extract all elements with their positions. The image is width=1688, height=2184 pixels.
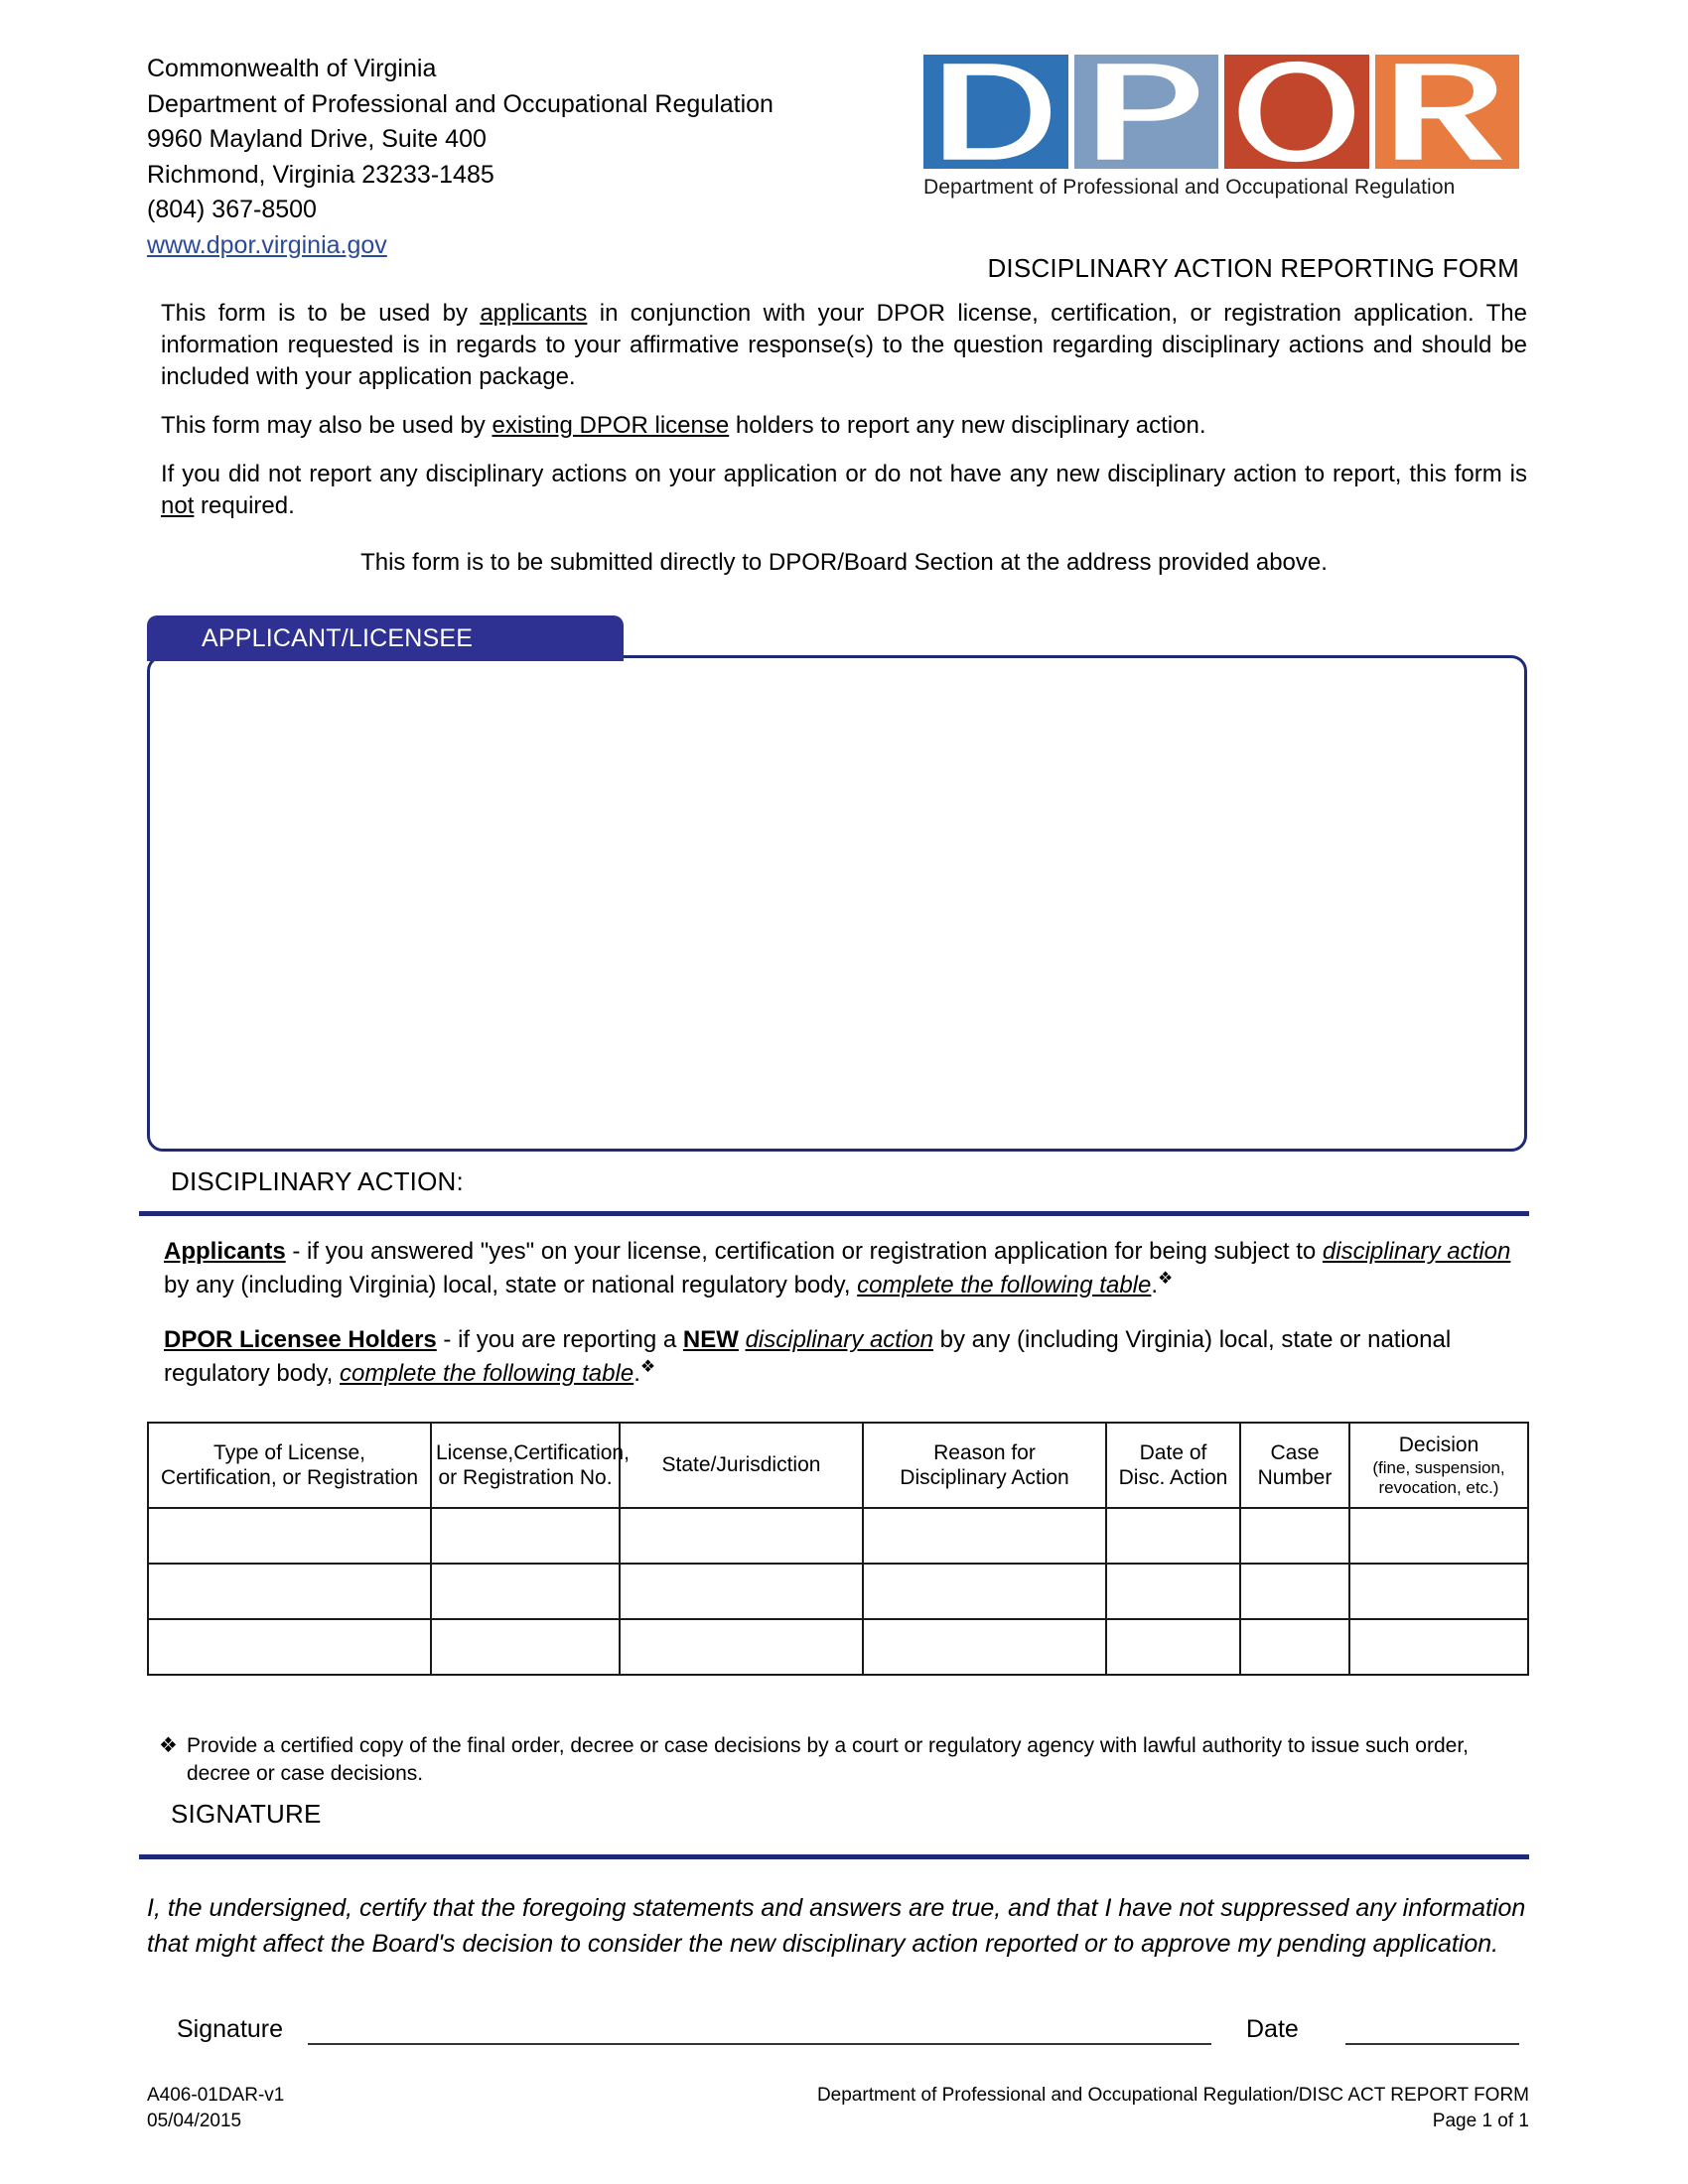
applicant-section-box <box>147 655 1527 1152</box>
table-cell[interactable] <box>1349 1564 1528 1619</box>
header-line-3: revocation, etc.) <box>1378 1478 1499 1497</box>
table-cell[interactable] <box>1106 1508 1240 1564</box>
logo-tile-o <box>1224 55 1369 169</box>
table-cell[interactable] <box>431 1619 620 1675</box>
table-cell[interactable] <box>1106 1564 1240 1619</box>
table-cell[interactable] <box>148 1619 431 1675</box>
disciplinary-action-table <box>147 1422 1529 1676</box>
header-line-2: Disc. Action <box>1118 1466 1228 1490</box>
holders-instruction <box>164 1324 1527 1389</box>
date-label: Date <box>1246 2015 1299 2043</box>
intro-submission-note: This form is to be submitted directly to DPOR/Board Section at the address provided above. <box>360 549 1328 577</box>
header-line-2: Certification, or Registration <box>160 1466 419 1490</box>
holders-text-2: by any (including Virginia) local, state or national regulatory body, <box>164 1326 1452 1388</box>
certified-copy-note-text: Provide a certified copy of the final order, decree or case decisions by a court or regulatory agency with lawful authority to issue such order, decree or case decisions. <box>187 1734 1470 1786</box>
footer-agency-line: Department of Professional and Occupational Regulation/DISC ACT REPORT FORM <box>816 2085 1529 2106</box>
table-cell[interactable] <box>620 1508 863 1564</box>
table-cell[interactable] <box>1349 1619 1528 1675</box>
holders-dagger-icon: ❖ <box>639 1357 656 1377</box>
intro-p2-a: This form may also be used by <box>161 411 492 439</box>
table-cell[interactable] <box>148 1508 431 1564</box>
intro-p3-b: required. <box>194 491 295 519</box>
logo-tile-p <box>1074 55 1219 169</box>
table-cell[interactable] <box>431 1508 620 1564</box>
signature-input[interactable] <box>308 2043 1211 2045</box>
table-header-cell <box>863 1423 1106 1508</box>
intro-paragraph-1 <box>161 298 1527 393</box>
intro-paragraph-2 <box>161 410 1527 442</box>
agency-website-link[interactable]: www.dpor.virginia.gov <box>147 230 387 259</box>
header-line-2: (fine, suspension, <box>1372 1457 1505 1477</box>
table-header-cell <box>148 1423 431 1508</box>
header-line-1: Case <box>1270 1440 1320 1464</box>
table-cell[interactable] <box>431 1564 620 1619</box>
document-header <box>0 0 1688 283</box>
logo-tagline: Department of Professional and Occupational Regulation <box>923 176 1456 199</box>
table-row <box>148 1619 1528 1675</box>
table-cell[interactable] <box>1106 1619 1240 1675</box>
table-cell[interactable] <box>1240 1619 1349 1675</box>
header-line-1: Date of <box>1139 1440 1207 1464</box>
agency-line-city: Richmond, Virginia 23233-1485 <box>147 160 494 189</box>
note-bullet-icon: ❖ <box>159 1734 178 1757</box>
applicants-text-3: . <box>1151 1271 1159 1298</box>
intro-p1-a: This form is to be used by <box>161 300 481 327</box>
intro-p2-underline: existing DPOR license <box>492 411 730 439</box>
dpor-logo-tiles <box>923 55 1519 169</box>
header-line-1: Decision <box>1398 1433 1479 1456</box>
footer-form-date: 05/04/2015 <box>147 2110 242 2131</box>
agency-line-department: Department of Professional and Occupational Regulation <box>147 89 774 118</box>
header-line-1: State/Jurisdiction <box>661 1453 821 1477</box>
signature-heading-rule <box>139 1854 1529 1859</box>
table-cell[interactable] <box>1240 1508 1349 1564</box>
table-header-cell <box>1240 1423 1349 1508</box>
signature-heading: SIGNATURE <box>171 1799 322 1829</box>
table-header-row <box>148 1423 1528 1508</box>
date-line-row <box>1246 2015 1299 2044</box>
agency-line-phone: (804) 367-8500 <box>147 196 317 223</box>
applicants-text-1: - if you answered "yes" on your license, certification or registration application for being subject to <box>285 1238 1323 1265</box>
agency-address-block <box>147 52 774 263</box>
table-cell[interactable] <box>1349 1508 1528 1564</box>
certification-statement: I, the undersigned, certify that the foregoing statements and answers are true, and that I have not suppressed any information that might affect the Board's decision to consider the new disciplinary action reported or to approve my pending application. <box>147 1894 1526 1958</box>
disciplinary-heading-rule <box>139 1211 1529 1216</box>
applicants-label: Applicants <box>164 1238 286 1265</box>
agency-line-street: 9960 Mayland Drive, Suite 400 <box>147 125 487 153</box>
intro-p2-b: holders to report any new disciplinary action. <box>729 411 1206 439</box>
logo-tile-r <box>1375 55 1520 169</box>
table-header-cell <box>620 1423 863 1508</box>
header-line-2: or Registration No. <box>438 1466 613 1490</box>
certified-copy-note <box>159 1732 1529 1789</box>
table-cell[interactable] <box>148 1564 431 1619</box>
holders-text-3: . <box>633 1360 640 1388</box>
intro-p1-underline: applicants <box>480 300 588 327</box>
table-cell[interactable] <box>620 1564 863 1619</box>
table-cell[interactable] <box>863 1508 1106 1564</box>
table-cell[interactable] <box>620 1619 863 1675</box>
header-line-2: Disciplinary Action <box>900 1466 1069 1490</box>
holders-text-1: - if you are reporting a <box>436 1326 683 1354</box>
holders-italic-2: complete the following table <box>340 1360 634 1388</box>
signature-label: Signature <box>177 2015 284 2043</box>
footer-right <box>817 2083 1529 2133</box>
table-body <box>148 1508 1528 1675</box>
intro-section <box>161 298 1527 579</box>
applicants-text-2: by any (including Virginia) local, state or national regulatory body, <box>164 1271 858 1298</box>
header-line-1: Reason for <box>933 1440 1036 1464</box>
table-row <box>148 1564 1528 1619</box>
header-line-2: Number <box>1257 1466 1333 1490</box>
table-cell[interactable] <box>863 1619 1106 1675</box>
page-title: DISCIPLINARY ACTION REPORTING FORM <box>987 253 1519 283</box>
logo-tile-d <box>923 55 1068 169</box>
header-line-1: Type of License, <box>213 1440 365 1464</box>
table-header-cell <box>431 1423 630 1508</box>
footer-left <box>147 2083 284 2133</box>
dpor-logo <box>923 55 1519 200</box>
intro-paragraph-3 <box>161 459 1527 522</box>
footer-form-code: A406-01DAR-v1 <box>147 2085 285 2106</box>
header-line-1: License,Certification, <box>436 1440 630 1464</box>
intro-p3-underline: not <box>161 491 195 519</box>
holders-label: DPOR Licensee Holders <box>164 1326 437 1354</box>
footer-page-line: Page 1 of 1 <box>1432 2110 1529 2131</box>
signature-line-row <box>177 2015 283 2044</box>
table-row <box>148 1508 1528 1564</box>
table-cell[interactable] <box>1240 1564 1349 1619</box>
applicants-italic-2: complete the following table <box>857 1271 1152 1298</box>
disciplinary-instructions <box>164 1236 1527 1414</box>
holders-new-label: NEW <box>682 1326 739 1354</box>
applicants-italic-1: disciplinary action <box>1322 1238 1511 1265</box>
applicant-section-tab: APPLICANT/LICENSEE <box>147 615 624 661</box>
agency-line-commonwealth: Commonwealth of Virginia <box>147 55 437 82</box>
intro-p1-b: in conjunction with your DPOR license, certification, or registration application. The information requested is in regards to your affirmative response(s) to the question regarding disciplinary actions and should be included with your application package. <box>161 300 1528 390</box>
intro-p3-a: If you did not report any disciplinary actions on your application or do not have any new disciplinary action to report, this form is <box>161 460 1527 487</box>
applicants-dagger-icon: ❖ <box>1158 1268 1174 1288</box>
table-header-cell <box>1106 1423 1240 1508</box>
table-header-cell <box>1349 1423 1528 1508</box>
disciplinary-action-heading: DISCIPLINARY ACTION: <box>171 1166 464 1196</box>
applicants-instruction <box>164 1236 1527 1300</box>
table-cell[interactable] <box>863 1564 1106 1619</box>
holders-italic-1: disciplinary action <box>745 1326 933 1354</box>
date-input[interactable] <box>1345 2043 1519 2045</box>
